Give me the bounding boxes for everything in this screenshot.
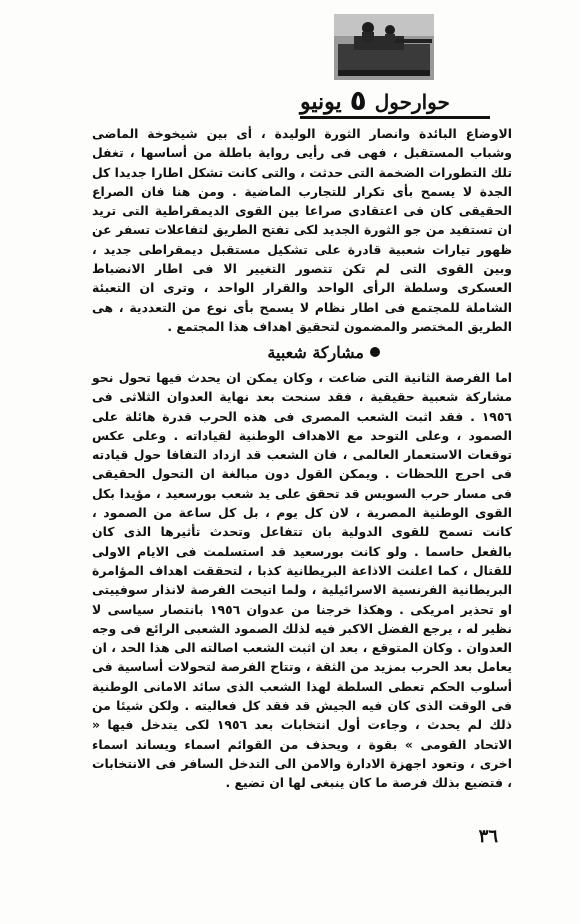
header-day: ٥ bbox=[349, 84, 367, 117]
body-paragraph-2: اما الفرصة الثانية التى ضاعت ، وكان يمكن ان يحدث فيها تحول نحو مشاركة شعبية حقيقية ، فقد سنحت بعد نهاية العدوان الثلاثى فى ١٩٥٦ . فقد اثبت الشعب المصرى فى هذه الحرب قدرة هائلة على الصمود ، وعلى التوحد مع الاهداف الوطنية لقياداته . وعلى عكس توقعات الاستعمار العالمى ، فان الشعب قد ازداد التفافا حول قيادته فى احرج اللحظات . ويمكن القول دون مبالغة ان التحول الحقيقى فى مسار حرب السويس قد تحقق على يد شعب بورسعيد ، مؤيدا بكل القوى الوطنية المصرية ، لان كل يوم ، بل كل ساعة من الصمود ، كانت تسمح للقوى الدولية بان تتفاعل وتحدث تأثيرها الذى كان بالفعل حاسما . ولو كانت بورسعيد قد استسلمت فى الايام الاولى للقتال ، كما اعلنت الاذاعة البريطانية كذبا ، لتحققت اهداف المؤامرة البريطانية الفرنسية الاسرائيلية ، ولما اتيحت الفرصة لانذار سوفييتى او تحذير امريكى . وهكذا خرجنا من عدوان ١٩٥٦ بانتصار سياسى لا نظير له ، يرجع الفضل الاكبر فيه لذلك الصمود الشعبى الرائع فى وجه العدوان . وكان المتوقع ، بعد ان اثبت الشعب اصالته الى هذا الحد ، ان يعامل بعد الحرب بمزيد من الثقة ، وتتاح الفرصة لتحولات أساسية فى أسلوب الحكم تعطى السلطة لهذا الشعب الذى سائد الامانى الوطنية فى الوقت الذى كان فيه الجيش قد فقد كل فعاليته . ولكن شيئا من ذلك لم يحدث ، وجاءت أول انتخابات بعد ١٩٥٦ لكى يتدخل فيها « الاتحاد القومى » بقوة ، ويحذف من القوائم اسماء ويساند اسماء اخرى ، وتعود اجهزة الادارة والامن الى التدخل السافر فى الانتخابات ، فتضيع بذلك فرصة ما كان ينبغى لها ان تضيع . bbox=[92, 370, 513, 791]
bullet-icon bbox=[370, 347, 380, 357]
header-month: يونيو bbox=[300, 89, 342, 115]
body-paragraph-1: الاوضاع البائدة وانصار الثورة الوليدة ، أى بين شيخوخة الماضى وشباب المستقبل ، فهى فى رأيى رواية باطلة من أساسها ، تغفل تلك التطورات الضخمة التى حدثت ، والتى كانت تشكل اطارا جديدا كل الجدة لا يسمح بأى تكرار للتجارب الماضية . ومن هنا فان الصراع الحقيقى كان فى اعتقادى صراعا بين القوى الديمقراطية التى تريد ان تستفيد من جو الثورة الجديد لكى تفتح الطريق لتفاعلات تسفر عن ظهور تيارات شعبية قادرة على تشكيل مستقبل ديمقراطى جديد ، وبين القوى التى لم تكن تتصور التغيير الا فى اطار الانضباط العسكرى وسلطة الرأى الواحد والقرار الواحد ، وترى ان التعبئة الشاملة للمجتمع فى اطار نظام لا يسمح بأى نوع من التعددية ، هى الطريق المختصر والمضمون لتحقيق اهداف هذا المجتمع . bbox=[92, 126, 512, 334]
subheading-text: مشاركة شعبية bbox=[267, 342, 364, 362]
subheading bbox=[230, 340, 380, 364]
header-photo bbox=[334, 14, 434, 80]
body-paragraph-2-block bbox=[92, 368, 512, 793]
body-paragraph-1-block bbox=[92, 124, 512, 336]
section-header bbox=[300, 84, 490, 119]
header-series-title: حوارحول bbox=[374, 90, 450, 114]
page-number: ٣٦ bbox=[478, 826, 498, 847]
soldiers-on-tank-image bbox=[334, 14, 434, 80]
